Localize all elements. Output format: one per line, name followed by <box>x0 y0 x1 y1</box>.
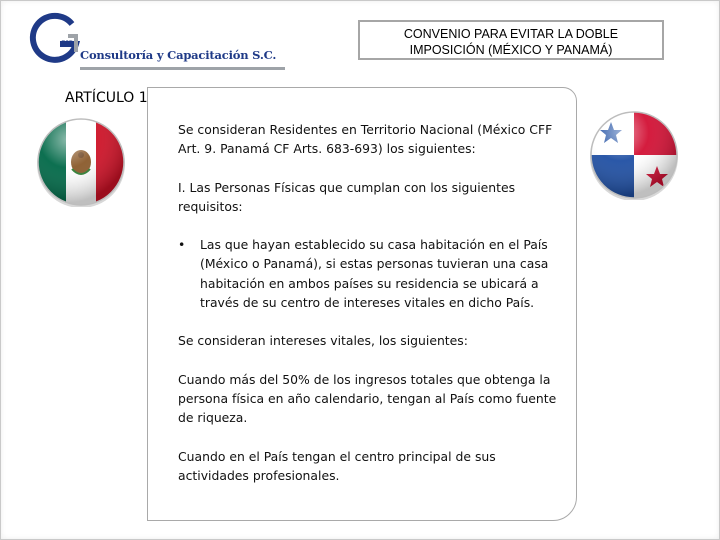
intro-paragraph: Se consideran Residentes en Territorio Nacional (México CFF Art. 9. Panamá CF Arts. 683-693) los siguientes: <box>178 122 553 157</box>
requirements-heading: I. Las Personas Físicas que cumplan con los siguientes requisitos: <box>178 179 516 214</box>
mexico-flag-icon <box>36 117 126 207</box>
company-logo <box>28 10 277 70</box>
condition-activities-paragraph: Cuando en el País tengan el centro principal de sus actividades profesionales. <box>178 448 496 483</box>
requirements-list <box>178 235 570 312</box>
article-content <box>178 120 570 485</box>
condition-income-paragraph: Cuando más del 50% de los ingresos totales que obtenga la persona física en año calendario, tengan al País como fuente de riqueza. <box>178 371 557 426</box>
panama-flag-icon <box>589 110 679 200</box>
logo-letters: va <box>62 38 75 49</box>
header-title-line2: IMPOSICIÓN (MÉXICO Y PANAMÁ) <box>409 43 613 57</box>
header-title-box <box>358 20 664 60</box>
logo-company-name: Consultoría y Capacitación S.C. <box>80 48 277 62</box>
article-label: ARTÍCULO 1 <box>65 90 148 106</box>
list-item <box>178 235 570 312</box>
vital-interests-paragraph: Se consideran intereses vitales, los siguientes: <box>178 333 468 349</box>
logo-divider <box>80 67 285 70</box>
logo-g-mark-icon <box>28 10 88 66</box>
bullet-icon: • <box>178 237 186 253</box>
list-item-text: Las que hayan establecido su casa habitación en el País (México o Panamá), si estas personas tuvieran una casa habitación en ambos países su residencia se ubicará a través de su centro de intereses vitales en dicho País. <box>200 237 549 311</box>
header-title-line1: CONVENIO PARA EVITAR LA DOBLE <box>403 27 619 41</box>
